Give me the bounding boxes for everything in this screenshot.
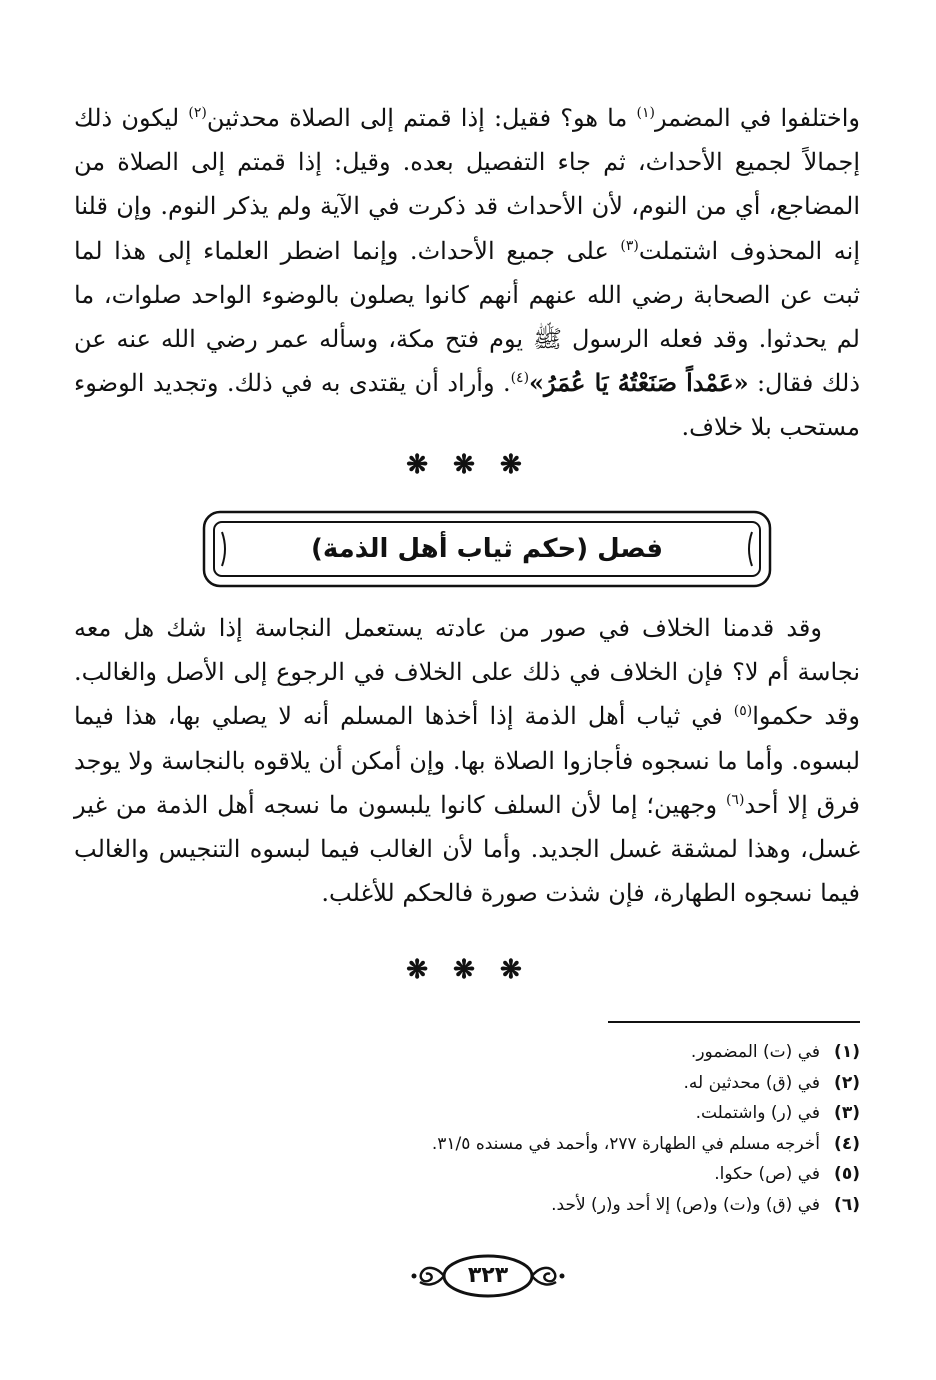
footnote-number: (٤) — [834, 1133, 860, 1154]
page-number-ornament — [408, 1252, 568, 1300]
paragraph-text: . وأراد أن يقتدى به في ذلك. وتجديد الوضوء مستحب بلا خلاف. — [74, 369, 860, 442]
paragraph-text: ليكون ذلك إجمالاً لجميع الأحداث، ثم جاء التفصيل بعده. وقيل: إذا قمتم إلى الصلاة من المضاجع، أي من النوم، لأن الأحداث قد ذكرت في الآية ولم يذكر النوم. وإن قلنا إنه المحذوف اشتملت — [74, 104, 860, 265]
footnote-item — [260, 1098, 860, 1129]
footnote-text: في (ص) حكوا. — [714, 1164, 820, 1185]
paragraph-text: وقد قدمنا الخلاف في صور من عادته يستعمل النجاسة إذا شك هل معه نجاسة أم لا؟ فإن الخلاف في ذلك على الخلاف في الرجوع إلى الأصل والغالب. وقد حكموا — [74, 614, 860, 731]
footnote-item — [260, 1129, 860, 1160]
footnote-ref[interactable]: (٦) — [725, 791, 745, 808]
footnote-text: في (ت) المضمور. — [690, 1042, 820, 1062]
footnote-text: في (ر) واشتملت. — [695, 1103, 820, 1124]
paragraph-text: ما هو؟ فقيل: إذا قمتم إلى الصلاة محدثين — [206, 104, 637, 132]
paragraph-main — [74, 96, 860, 450]
hadith-quote: «عَمْداً صَنَعْتُهُ يَا عُمَرُ» — [529, 368, 749, 398]
footnote-divider — [608, 1021, 860, 1023]
paragraph-text: وجهين؛ إما لأن السلف كانوا يلبسون ما نسجه أهل الذمة من غير غسل، وهذا لمشقة غسل الجديد. وأما لأن الغالب فيما لبسوه التنجيس والغالب فيما نسجوه الطهارة، فإن شذت صورة فالحكم للأغلب. — [74, 790, 860, 908]
footnote-text: أخرجه مسلم في الطهارة ٢٧٧، وأحمد في مسنده ٣١/٥. — [431, 1133, 820, 1154]
section-title: فصل (حكم ثياب أهل الذمة) — [310, 534, 664, 564]
paragraph-text: في ثياب أهل الذمة إذا أخذها المسلم أنه لا يصلي بها، هذا فيما لبسوه. وأما ما نسجوه فأجازوا الصلاة بها. وإن أمكن أن يلاقوه بالنجاسة ولا يوجد فرق إلا أحد — [74, 702, 861, 819]
page-number: ٣٢٣ — [467, 1263, 509, 1288]
footnote-text: في (ق) و(ت) و(ص) إلا أحد و(ر) لأحد. — [551, 1194, 820, 1215]
paragraph-text: واختلفوا في المضمر — [654, 104, 860, 132]
footnote-ref[interactable]: (٥) — [733, 703, 753, 720]
footnote-item — [260, 1037, 860, 1068]
footnote-item — [260, 1159, 860, 1190]
footnote-ref[interactable]: (٤) — [510, 370, 530, 387]
section-heading-frame — [202, 510, 772, 588]
footnotes-list — [260, 1037, 860, 1221]
footnote-number: (٢) — [834, 1072, 860, 1093]
footnote-number: (٦) — [834, 1194, 860, 1215]
footnote-number: (٣) — [834, 1103, 860, 1124]
footnote-ref[interactable]: (٢) — [188, 105, 207, 121]
footnote-ref[interactable]: (١) — [636, 105, 655, 121]
paragraph-main — [74, 606, 860, 915]
footnote-number: (١) — [834, 1042, 860, 1062]
footnote-item — [260, 1190, 860, 1221]
paragraph-text: على جميع الأحداث. وإنما اضطر العلماء إلى هذا لما ثبت عن الصحابة رضي الله عنهم أنهم كانوا يصلون بالوضوء الواحد صلوات، ما لم يحدثوا. وقد فعله الرسول ﷺ يوم فتح مكة، وسأله عمر رضي الله عنه عن ذلك فقال: — [74, 236, 861, 398]
footnote-text: في (ق) محدثين له. — [683, 1072, 820, 1093]
section-separator: ❋ ❋ ❋ — [406, 955, 530, 985]
footnote-number: (٥) — [834, 1164, 860, 1185]
footnote-item — [260, 1068, 860, 1099]
footnote-ref[interactable]: (٣) — [620, 237, 639, 254]
section-separator: ❋ ❋ ❋ — [406, 450, 530, 480]
